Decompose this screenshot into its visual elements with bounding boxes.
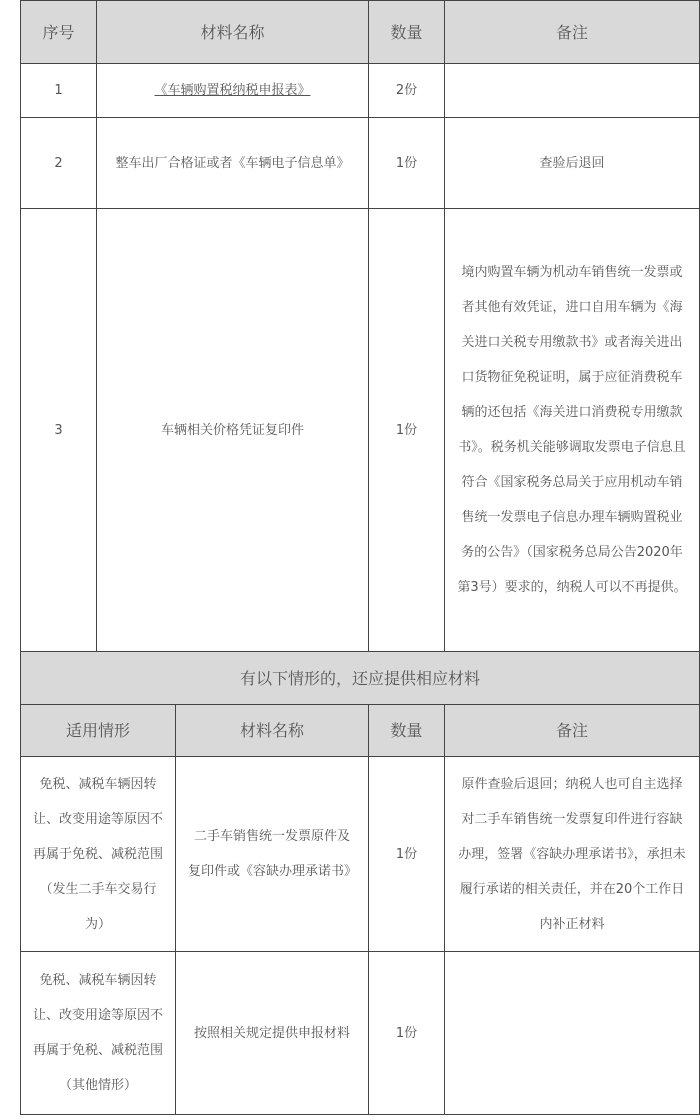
t2-row1-note: 原件查验后退回；纳税人也可自主选择对二手车销售统一发票复印件进行容缺办理，签署《容缺办理承诺书》，承担未履行承诺的相关责任，并在20个工作日内补正材料 (444, 756, 700, 952)
row2-no: 2 (20, 117, 97, 209)
row2-qty: 1份 (368, 117, 445, 209)
header-material-name: 材料名称 (96, 0, 369, 64)
header-case: 适用情形 (20, 704, 176, 757)
header-note-2: 备注 (444, 704, 700, 757)
row1-qty: 2份 (368, 63, 445, 118)
row1-name-link[interactable]: 《车辆购置税纳税申报表》 (96, 63, 369, 118)
t2-row1-case: 免税、减税车辆因转让、改变用途等原因不再属于免税、减税范围（发生二手车交易行为） (20, 756, 176, 952)
header-note: 备注 (444, 0, 700, 64)
t2-row1-qty: 1份 (368, 756, 445, 952)
t2-row2-name: 按照相关规定提供申报材料 (175, 951, 369, 1115)
t2-row2-case: 免税、减税车辆因转让、改变用途等原因不再属于免税、减税范围（其他情形） (20, 951, 176, 1115)
t2-row2-qty: 1份 (368, 951, 445, 1115)
row1-no: 1 (20, 63, 97, 118)
row3-no: 3 (20, 208, 97, 652)
row1-note (444, 63, 700, 118)
header-quantity-2: 数量 (368, 704, 445, 757)
t2-row2-note (444, 951, 700, 1115)
section-title: 有以下情形的，还应提供相应材料 (20, 651, 700, 705)
row3-qty: 1份 (368, 208, 445, 652)
row2-name: 整车出厂合格证或者《车辆电子信息单》 (96, 117, 369, 209)
header-material-name-2: 材料名称 (175, 704, 369, 757)
row3-note: 境内购置车辆为机动车销售统一发票或者其他有效凭证，进口自用车辆为《海关进口关税专用缴款书》或者海关进出口货物征免税证明，属于应征消费税车辆的还包括《海关进口消费税专用缴款书》。税务机关能够调取发票电子信息且符合《国家税务总局关于应用机动车销售统一发票电子信息办理车辆购置税业务的公告》（国家税务总局公告2020年第3号）要求的，纳税人可以不再提供。 (444, 208, 700, 652)
row2-note: 查验后退回 (444, 117, 700, 209)
t2-row1-name: 二手车销售统一发票原件及复印件或《容缺办理承诺书》 (175, 756, 369, 952)
header-quantity: 数量 (368, 0, 445, 64)
header-no: 序号 (20, 0, 97, 64)
row3-name: 车辆相关价格凭证复印件 (96, 208, 369, 652)
